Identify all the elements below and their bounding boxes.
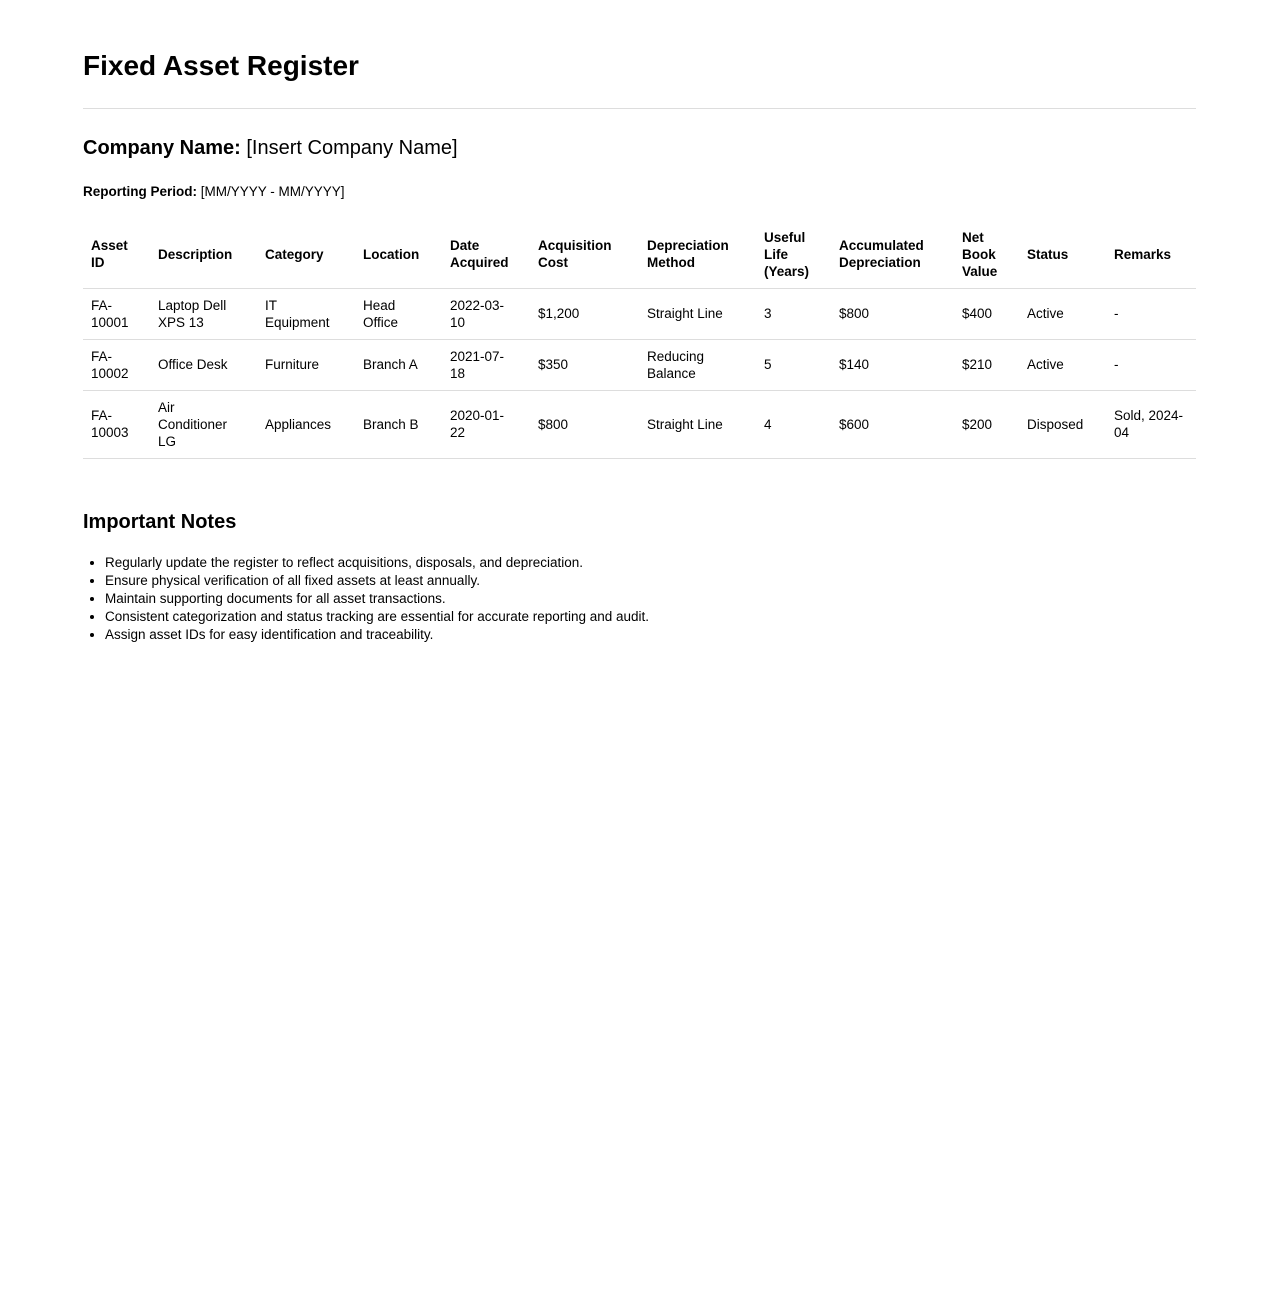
table-cell: $400 [954, 288, 1019, 339]
column-header: Asset ID [83, 221, 150, 289]
notes-heading: Important Notes [83, 510, 237, 533]
reporting-period-label: Reporting Period: [83, 184, 197, 200]
table-head [83, 221, 1196, 289]
column-header: Category [257, 221, 355, 289]
table-row [83, 339, 1196, 390]
note-item: • Regularly update the register to reflect acquisitions, disposals, and depreciation. [105, 554, 1196, 572]
company-name-line [83, 137, 1196, 160]
table-cell: - [1106, 339, 1196, 390]
table-cell: FA-10001 [83, 288, 150, 339]
table-body [83, 288, 1196, 458]
note-item: • Assign asset IDs for easy identification and traceability. [105, 626, 1196, 644]
table-cell: IT Equipment [257, 288, 355, 339]
table-cell: Straight Line [639, 390, 756, 458]
table-cell: Straight Line [639, 288, 756, 339]
fixed-asset-table [83, 221, 1196, 459]
table-cell: Head Office [355, 288, 442, 339]
table-cell: Office Desk [150, 339, 257, 390]
table-cell: $800 [831, 288, 954, 339]
column-header: Remarks [1106, 221, 1196, 289]
table-cell: $200 [954, 390, 1019, 458]
table-cell: Reducing Balance [639, 339, 756, 390]
table-cell: Sold, 2024-04 [1106, 390, 1196, 458]
column-header: Depreciation Method [639, 221, 756, 289]
table-cell: Air Conditioner LG [150, 390, 257, 458]
table-cell: 3 [756, 288, 831, 339]
title-divider [83, 108, 1196, 109]
column-header: Status [1019, 221, 1106, 289]
table-cell: FA-10002 [83, 339, 150, 390]
table-cell: 2021-07-18 [442, 339, 530, 390]
table-cell: $600 [831, 390, 954, 458]
table-cell: Disposed [1019, 390, 1106, 458]
table-cell: $350 [530, 339, 639, 390]
note-item: • Consistent categorization and status tracking are essential for accurate reporting and audit. [105, 608, 1196, 626]
note-item: • Ensure physical verification of all fixed assets at least annually. [105, 572, 1196, 590]
table-cell: Appliances [257, 390, 355, 458]
reporting-period-line [83, 183, 1196, 201]
table-cell: 2022-03-10 [442, 288, 530, 339]
column-header: Date Acquired [442, 221, 530, 289]
table-cell: 5 [756, 339, 831, 390]
company-name-value: [Insert Company Name] [246, 137, 458, 160]
table-row [83, 390, 1196, 458]
table-cell: $1,200 [530, 288, 639, 339]
table-cell: 4 [756, 390, 831, 458]
column-header: Description [150, 221, 257, 289]
table-cell: $800 [530, 390, 639, 458]
table-cell: Branch A [355, 339, 442, 390]
page-title: Fixed Asset Register [83, 50, 359, 81]
column-header: Accumulated Depreciation [831, 221, 954, 289]
company-name-label: Company Name: [83, 137, 241, 160]
column-header: Useful Life (Years) [756, 221, 831, 289]
note-item: • Maintain supporting documents for all asset transactions. [105, 590, 1196, 608]
table-header-row [83, 221, 1196, 289]
table-row [83, 288, 1196, 339]
table-cell: - [1106, 288, 1196, 339]
table-cell: $140 [831, 339, 954, 390]
table-cell: Branch B [355, 390, 442, 458]
table-cell: Furniture [257, 339, 355, 390]
column-header: Acquisition Cost [530, 221, 639, 289]
notes-list [83, 554, 1196, 644]
table-cell: 2020-01-22 [442, 390, 530, 458]
table-cell: FA-10003 [83, 390, 150, 458]
table-cell: $210 [954, 339, 1019, 390]
column-header: Location [355, 221, 442, 289]
table-cell: Active [1019, 288, 1106, 339]
table-cell: Laptop Dell XPS 13 [150, 288, 257, 339]
document-content [83, 50, 1196, 644]
column-header: Net Book Value [954, 221, 1019, 289]
table-cell: Active [1019, 339, 1106, 390]
reporting-period-value: [MM/YYYY - MM/YYYY] [200, 184, 345, 200]
